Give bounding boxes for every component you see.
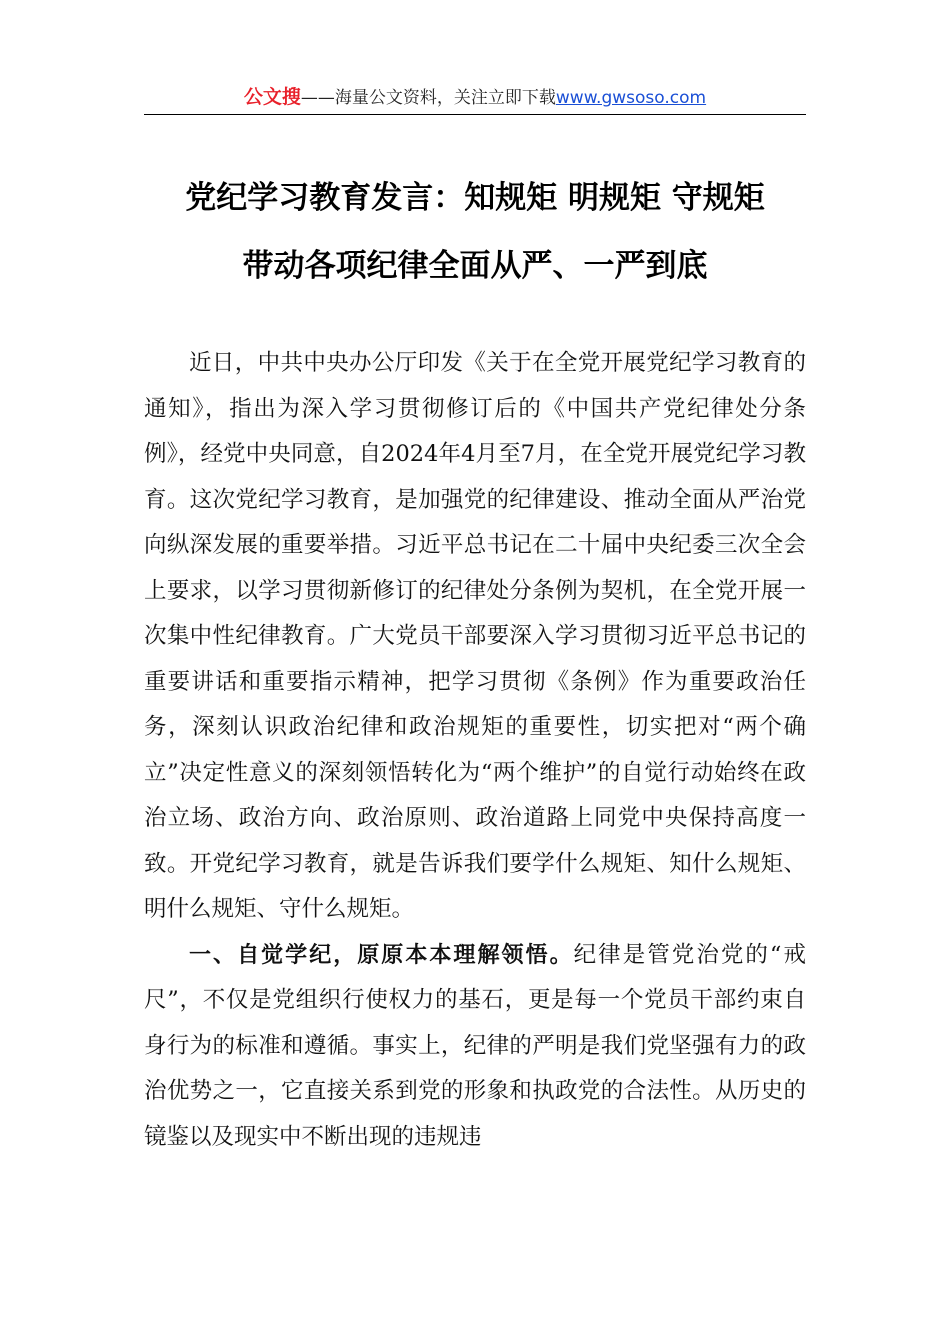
paragraph-2 bbox=[144, 933, 806, 1161]
header-tagline: ——海量公文资料，关注立即下载 bbox=[300, 88, 556, 108]
brand-name: 公文搜 bbox=[243, 86, 301, 108]
paragraph-2-text: 纪律是管党治党的“戒尺”，不仅是党组织行使权力的基石，更是每一个党员干部约束自身行为的标准和遵循。事实上，纪律的严明是我们党坚强有力的政治优势之一，它直接关系到党的形象和执政党的合法性。从历史的镜鉴以及现实中不断出现的违规违 bbox=[144, 941, 806, 1150]
website-link[interactable]: www.gwsoso.com bbox=[555, 88, 707, 108]
document-title-line-1: 党纪学习教育发言：知规矩 明规矩 守规矩 bbox=[185, 180, 765, 216]
header-divider bbox=[144, 114, 806, 115]
paragraph-1: 近日，中共中央办公厅印发《关于在全党开展党纪学习教育的通知》，指出为深入学习贯彻修订后的《中国共产党纪律处分条例》，经党中央同意，自2024年4月至7月，在全党开展党纪学习教育。这次党纪学习教育，是加强党的纪律建设、推动全面从严治党向纵深发展的重要举措。习近平总书记在二十届中央纪委三次全会上要求，以学习贯彻新修订的纪律处分条例为契机，在全党开展一次集中性纪律教育。广大党员干部要深入学习贯彻习近平总书记的重要讲话和重要指示精神，把学习贯彻《条例》作为重要政治任务，深刻认识政治纪律和政治规矩的重要性，切实把对“两个确立”决定性意义的深刻领悟转化为“两个维护”的自觉行动始终在政治立场、政治方向、政治原则、政治道路上同党中央保持高度一致。开党纪学习教育，就是告诉我们要学什么规矩、知什么规矩、明什么规矩、守什么规矩。 bbox=[144, 350, 806, 922]
page-header bbox=[144, 84, 806, 116]
document-body bbox=[144, 341, 806, 1160]
section-heading-1: 一、自觉学纪，原原本本理解领悟。 bbox=[189, 942, 574, 968]
document-title-line-2: 带动各项纪律全面从严、一严到底 bbox=[242, 248, 708, 284]
